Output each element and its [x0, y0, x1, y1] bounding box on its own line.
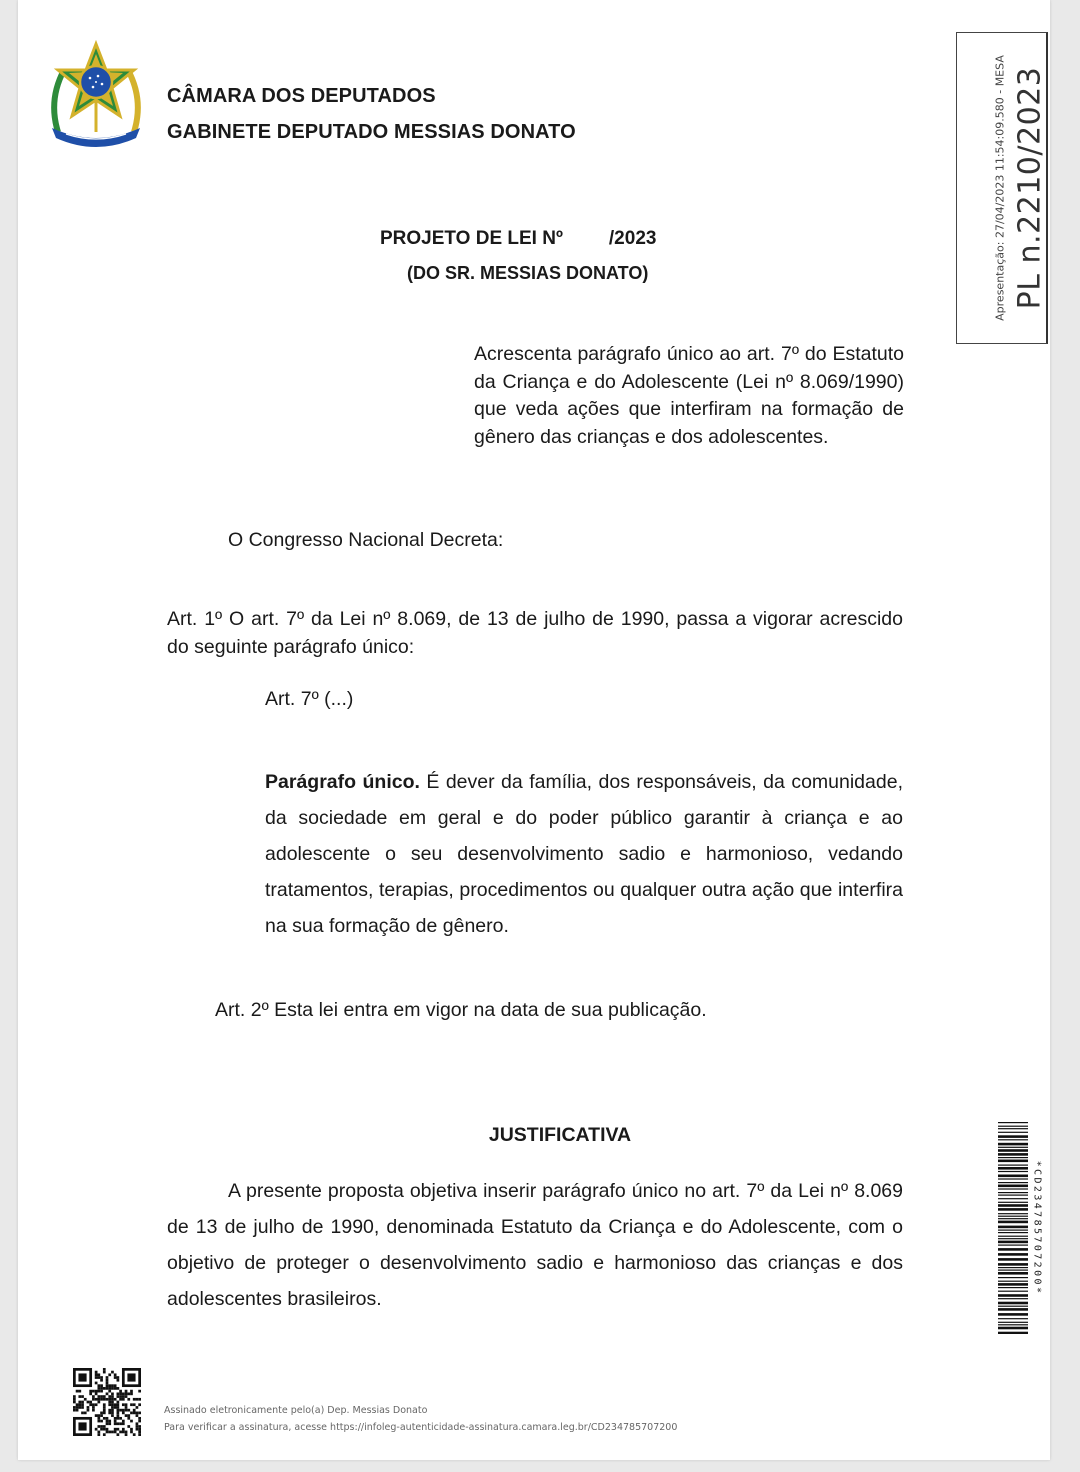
barcode-text: *CD234785707200* — [1031, 1160, 1043, 1296]
justification-body: A presente proposta objetiva inserir parágrafo único no art. 7º da Lei nº 8.069 de 13 de julho de 1990, denominada Estatuto da Criança e do Adolescente, com o objetivo de proteger o desenvolvimento sadio e harmonioso das crianças e dos adolescentes brasileiros. — [167, 1180, 903, 1310]
bill-number: PL n.2210/2023 — [1012, 66, 1048, 310]
project-year: /2023 — [608, 228, 657, 249]
article-7-reference: Art. 7º (...) — [265, 688, 354, 710]
page-title — [380, 228, 656, 250]
signature-note: Assinado eletronicamente pelo(a) Dep. Messias Donato — [164, 1405, 428, 1416]
qr-code-icon — [73, 1368, 141, 1436]
author-line: (DO SR. MESSIAS DONATO) — [407, 263, 649, 283]
chamber-name: CÂMARA DOS DEPUTADOS — [167, 85, 436, 107]
verification-link[interactable]: Para verificar a assinatura, acesse https://infoleg-autenticidade-assinatura.camara.leg.br/CD234785707200 — [164, 1422, 678, 1433]
sole-paragraph-label: Parágrafo único. — [265, 771, 420, 793]
sole-paragraph-text: É dever da família, dos responsáveis, da comunidade, da sociedade em geral e do poder público garantir à criança e ao adolescente o seu desenvolvimento sadio e harmonioso, vedando tratamentos, terapias, procedimentos ou qualquer outra ação que interfira na sua formação de gênero. — [265, 771, 903, 937]
justification-title: JUSTIFICATIVA — [488, 1124, 632, 1146]
article-2: Art. 2º Esta lei entra em vigor na data de sua publicação. — [215, 999, 707, 1021]
project-label: PROJETO DE LEI Nº — [380, 228, 563, 249]
ementa-paragraph: Acrescenta parágrafo único ao art. 7º do Estatuto da Criança e do Adolescente (Lei nº 8.069/1990) que veda ações que interfiram na formação de gênero das crianças e dos adolescentes. — [474, 343, 904, 449]
document-page — [18, 0, 1050, 1460]
presentation-stamp — [956, 32, 1048, 344]
office-name: GABINETE DEPUTADO MESSIAS DONATO — [167, 121, 576, 143]
barcode-icon — [998, 1122, 1028, 1334]
justification-text — [167, 1173, 903, 1317]
presentation-date: Apresentação: 27/04/2023 11:54:09.580 - MESA — [993, 55, 1007, 321]
sole-paragraph — [265, 764, 903, 944]
barcode-code — [1030, 1122, 1044, 1334]
article-1: Art. 1º O art. 7º da Lei nº 8.069, de 13 de julho de 1990, passa a vigorar acrescido do seguinte parágrafo único: — [167, 608, 903, 658]
brazil-coat-of-arms-icon — [46, 40, 146, 148]
decree-line: O Congresso Nacional Decreta: — [228, 529, 504, 551]
